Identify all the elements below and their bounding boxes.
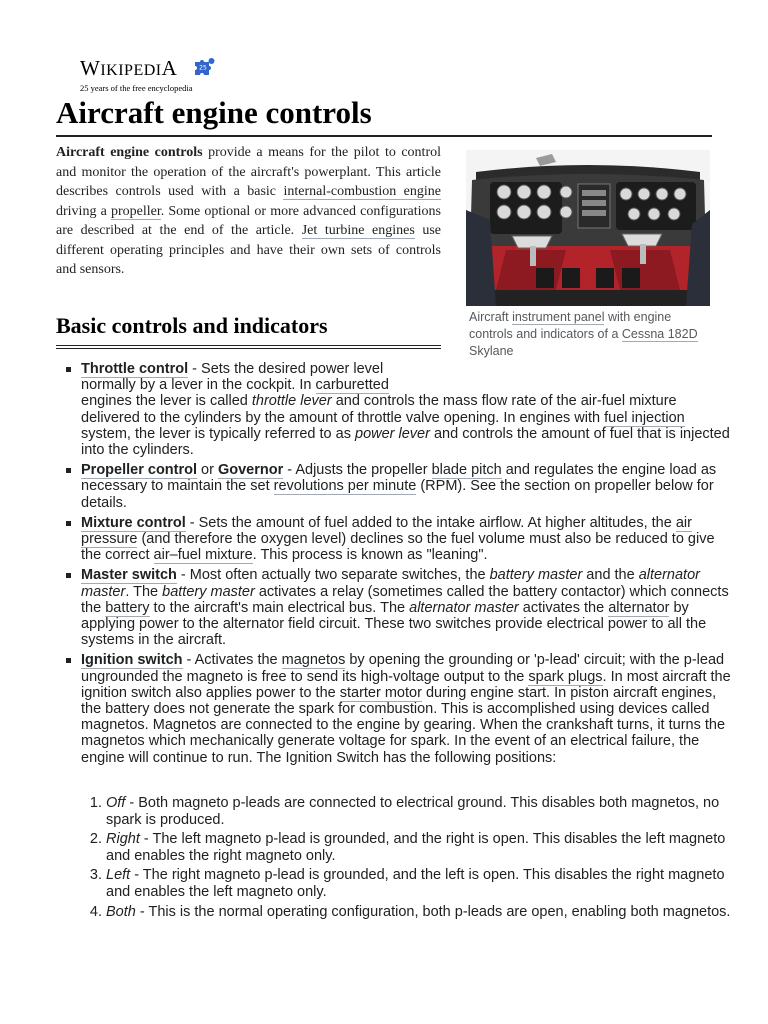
link-mixture-control[interactable]: Mixture control: [81, 514, 186, 531]
figure-caption: [466, 309, 710, 360]
link-ignition-switch[interactable]: Ignition switch: [81, 652, 183, 669]
link-battery[interactable]: battery: [105, 599, 150, 616]
item-italic: alternator master: [81, 567, 700, 600]
logo-tagline: 25 years of the free encyclopedia: [80, 83, 193, 93]
item-text: activates a relay (sometimes called the battery contactor) which connects the: [81, 583, 729, 616]
link-cessna-182d[interactable]: Cessna 182D: [621, 327, 698, 341]
position-term: Both: [106, 903, 136, 920]
intro-text: provide a means for the pilot to control and monitor the operation of the aircraft's powerplant. This article describes controls used with a basic: [56, 145, 441, 199]
item-text: - Most often actually two separate switches, the: [176, 567, 490, 584]
figure: [466, 150, 710, 360]
puzzle-globe-icon: [193, 57, 215, 77]
link-revolutions-per-minute[interactable]: revolutions per minute: [273, 478, 417, 495]
heading-divider: [56, 348, 441, 349]
item-italic: power lever: [355, 425, 430, 442]
item-italic: battery master: [489, 567, 583, 584]
intro-text: use different operating principles and have their own sets of controls and sensors.: [56, 223, 442, 277]
item-text: - Sets the desired power level normally by a lever in the cockpit. In: [81, 361, 384, 394]
item-text: to the aircraft's main electrical bus. The: [149, 599, 410, 616]
caption-text: with engine controls and indicators of a: [469, 310, 672, 341]
link-master-switch[interactable]: Master switch: [81, 567, 177, 584]
list-item-propeller: [81, 462, 731, 511]
link-propeller-control[interactable]: Propeller control: [81, 462, 198, 479]
position-text: - This is the normal operating configuration, both p-leads are open, enabling both magnetos.: [135, 903, 731, 920]
position-text: - The left magneto p-lead is grounded, and the right is open. This disables the left magneto and enables the right magneto only.: [106, 831, 726, 864]
item-text: . The: [125, 583, 163, 600]
link-starter-motor[interactable]: starter motor: [339, 684, 422, 701]
item-text: by applying power to the alternator field circuit. These two switches provide electrical power to all the systems in the aircraft.: [81, 599, 707, 649]
item-text: - Sets the amount of fuel added to the intake airflow. At higher altitudes, the: [185, 514, 676, 531]
position-text: - The right magneto p-lead is grounded, and the left is open. This disables the right magneto and enables the left magneto only.: [106, 867, 725, 900]
position-term: Right: [106, 831, 140, 848]
caption-text: Aircraft: [469, 310, 513, 324]
item-text: during engine start. In piston aircraft engines, the battery does not generate the spark for combustion. This is accomplished using devices called magnetos. Magnetos are connected to the engine by gearing. When the crankshaft turns, it turns the magnetos which mechanically generate voltage for spark. In the event of an electrical failure, the engine will continue to run. The Ignition Switch has the following positions:: [81, 684, 726, 766]
position-term: Left: [106, 867, 131, 884]
item-italic: alternator master: [409, 599, 519, 616]
intro-text: . Some optional or more advanced configurations are described at the end of the article.: [56, 203, 441, 238]
item-italic: throttle lever: [251, 393, 332, 410]
link-propeller[interactable]: propeller: [110, 203, 161, 219]
item-text: . This process is known as "leaning".: [252, 547, 488, 564]
throttle-lead: [81, 361, 411, 393]
item-text: (RPM). See the section on propeller below for details.: [81, 478, 714, 511]
list-item-mixture: [81, 515, 731, 564]
caption-text: Skylane: [469, 344, 514, 358]
item-text: and controls the mass flow rate of the air-fuel mixture delivered to the cylinders by the amount of throttle valve opening. In engines with: [81, 393, 677, 426]
link-carburetted[interactable]: carburetted: [315, 377, 389, 394]
link-instrument-panel[interactable]: instrument panel: [512, 310, 605, 324]
item-text: by opening the grounding or 'p-lead' circuit; with the p-lead ungrounded the magneto is free to send its high-voltage output to the: [81, 652, 725, 685]
intro-paragraph: [56, 143, 441, 280]
item-text: . In most aircraft the ignition switch also applies power to the: [81, 668, 731, 701]
link-blade-pitch[interactable]: blade pitch: [431, 462, 502, 479]
item-text: and regulates the engine load as necessary to maintain the set: [81, 462, 717, 495]
wikipedia-logo[interactable]: [80, 56, 280, 96]
link-air-fuel-mixture[interactable]: air–fuel mixture: [153, 547, 253, 564]
item-text: activates the: [518, 599, 609, 616]
item-text: and controls the amount of fuel that is injected into the cylinders.: [81, 425, 730, 459]
instrument-panel-photo[interactable]: [466, 150, 710, 306]
list-item-throttle: [81, 361, 731, 458]
intro-text: driving a: [56, 203, 111, 219]
list-item-position-off: [106, 795, 732, 828]
section-heading: Basic controls and indicators: [56, 313, 441, 346]
ignition-positions-list: [86, 795, 732, 923]
item-text: or: [197, 462, 218, 479]
link-throttle-control[interactable]: Throttle control: [81, 361, 189, 377]
item-text: - Adjusts the propeller: [283, 462, 432, 479]
position-term: Off: [106, 795, 126, 811]
item-text: engines the lever is called: [81, 393, 252, 410]
item-text: - Activates the: [182, 652, 282, 669]
link-air-pressure[interactable]: air pressure: [81, 514, 692, 548]
list-item-position-left: [106, 867, 732, 900]
controls-list: [62, 361, 731, 770]
item-text: and the: [582, 567, 639, 584]
list-item-position-right: [106, 831, 732, 864]
position-text: - Both magneto p-leads are connected to electrical ground. This disables both magnetos, no spark is produced.: [106, 795, 720, 828]
link-jet-turbine-engines[interactable]: Jet turbine engines: [301, 223, 415, 238]
list-item-ignition-switch: [81, 652, 731, 765]
list-item-position-both: [106, 904, 732, 921]
link-fuel-injection[interactable]: fuel injection: [604, 409, 685, 426]
item-text: system, the lever is typically referred to as: [81, 425, 355, 442]
link-governor[interactable]: Governor: [217, 462, 284, 479]
link-spark-plugs[interactable]: spark plugs: [528, 668, 603, 685]
anniversary-badge: 25: [199, 64, 207, 72]
item-italic: battery master: [162, 583, 255, 600]
link-alternator[interactable]: alternator: [608, 599, 670, 616]
list-item-master-switch: [81, 567, 731, 648]
link-magnetos[interactable]: magnetos: [281, 652, 346, 669]
item-text: (and therefore the oxygen level) declines so the fuel volume must also be reduced to give the correct: [81, 531, 715, 564]
link-internal-combustion-engine[interactable]: internal-combustion engine: [283, 184, 441, 199]
wikipedia-wordmark: WIKIPEDIA: [80, 56, 178, 80]
page-title: Aircraft engine controls: [56, 95, 712, 137]
intro-term: Aircraft engine controls: [56, 145, 203, 160]
